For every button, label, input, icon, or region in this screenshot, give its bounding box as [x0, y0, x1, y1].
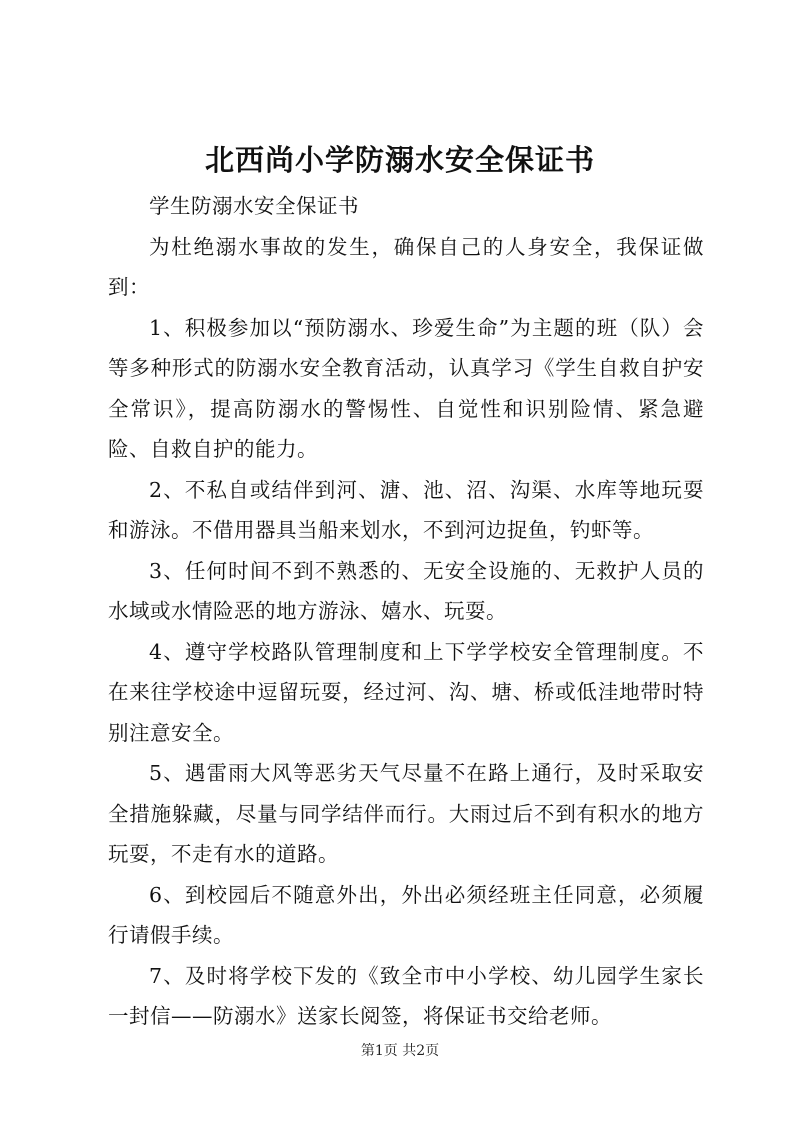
- pledge-item-5: 5、遇雷雨大风等恶劣天气尽量不在路上通行，及时采取安全措施躲藏，尽量与同学结伴而行。大雨过后不到有积水的地方玩耍，不走有水的道路。: [108, 761, 704, 866]
- document-subtitle: 学生防溺水安全保证书: [149, 194, 359, 218]
- page-number-footer: 第1页 共2页: [360, 1043, 440, 1059]
- document-body: [108, 186, 704, 1037]
- document-title: 北西尚小学防溺水安全保证书: [204, 143, 595, 177]
- pledge-item-6: 6、到校园后不随意外出，外出必须经班主任同意，必须履行请假手续。: [108, 882, 704, 947]
- pledge-item-3: 3、任何时间不到不熟悉的、无安全设施的、无救护人员的水域或水情险恶的地方游泳、嬉水、玩耍。: [108, 558, 704, 623]
- intro-paragraph: 为杜绝溺水事故的发生，确保自己的人身安全，我保证做到：: [108, 234, 704, 299]
- pledge-item-4: 4、遵守学校路队管理制度和上下学学校安全管理制度。不在来往学校途中逗留玩耍，经过河、沟、塘、桥或低洼地带时特别注意安全。: [108, 639, 704, 745]
- pledge-item-2: 2、不私自或结伴到河、溏、池、沼、沟渠、水库等地玩耍和游泳。不借用器具当船来划水，不到河边捉鱼，钓虾等。: [108, 477, 704, 542]
- pledge-item-1: 1、积极参加以“预防溺水、珍爱生命”为主题的班（队）会等多种形式的防溺水安全教育活动，认真学习《学生自救自护安全常识》，提高防溺水的警惕性、自觉性和识别险情、紧急避险、自救自护的能力。: [108, 315, 704, 461]
- pledge-item-7: 7、及时将学校下发的《致全市中小学校、幼儿园学生家长一封信——防溺水》送家长阅签，将保证书交给老师。: [108, 963, 704, 1028]
